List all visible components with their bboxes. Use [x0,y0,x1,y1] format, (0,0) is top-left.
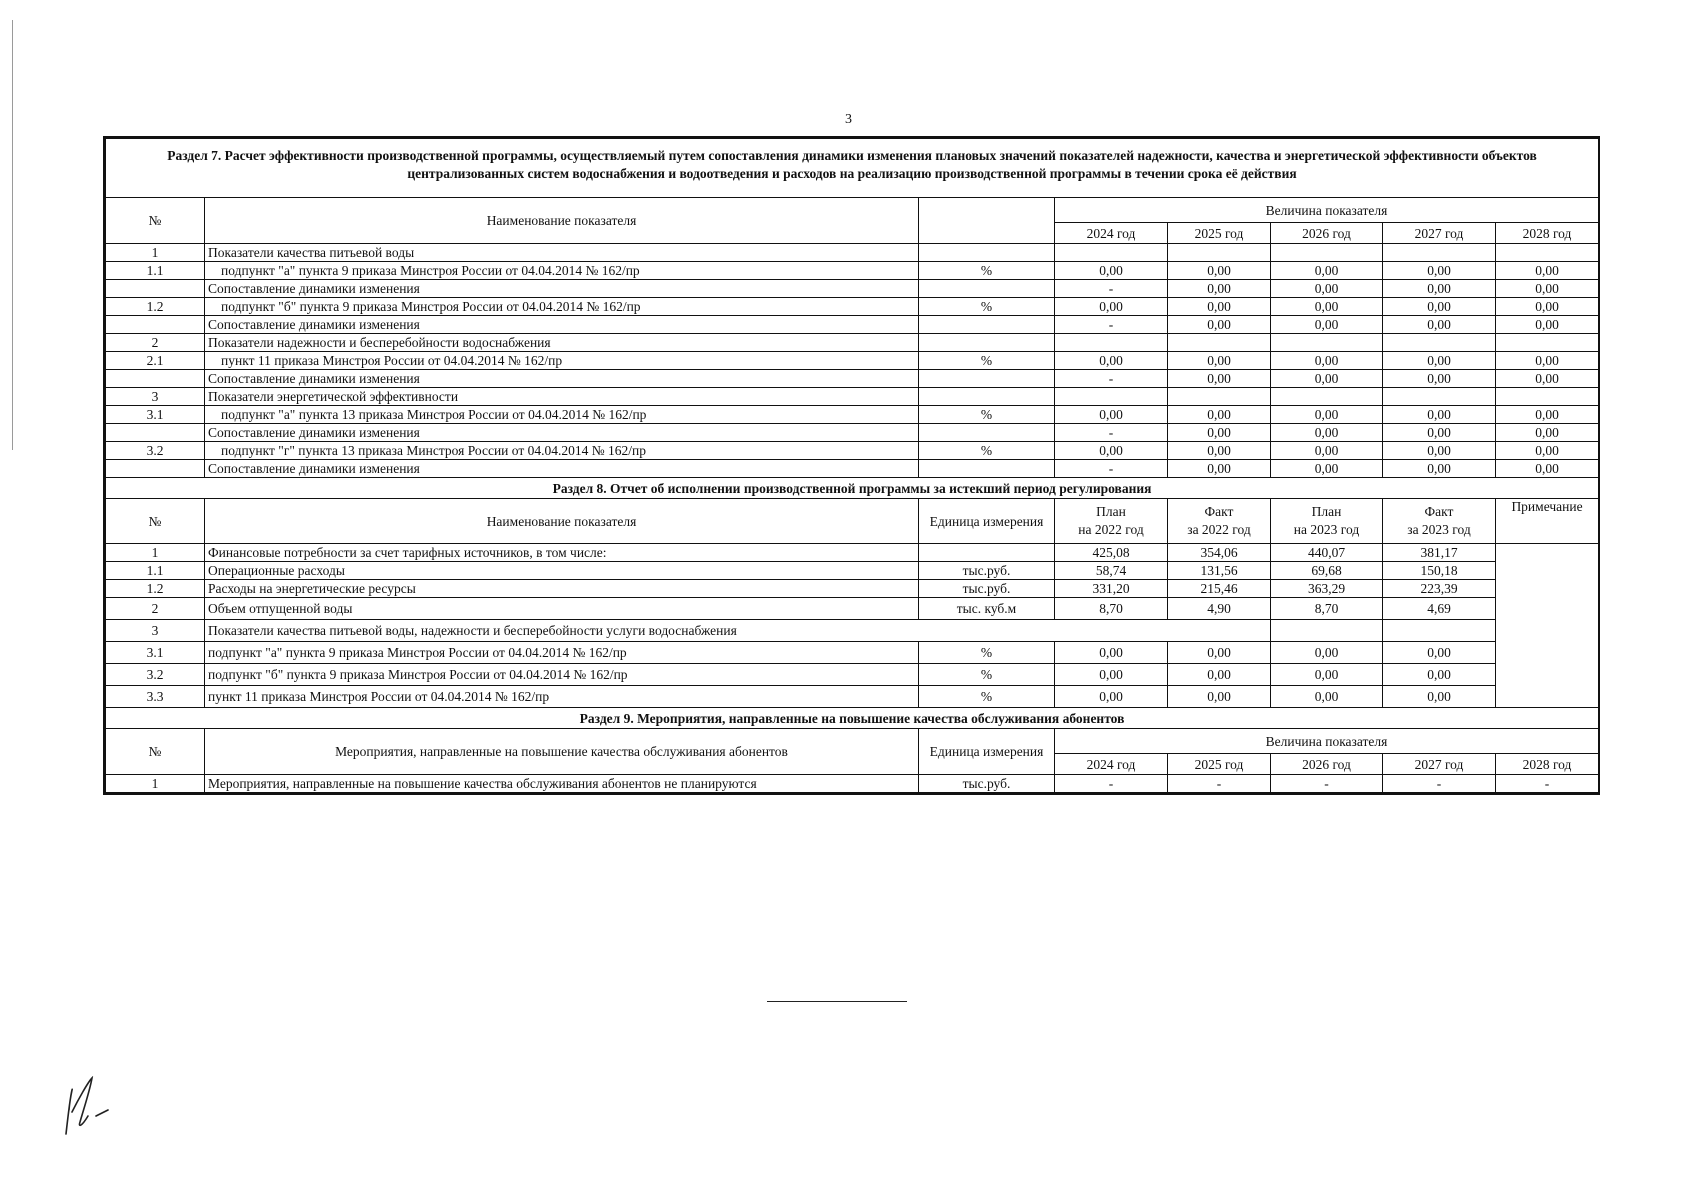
row-value: 0,00 [1055,406,1168,424]
row-value: 0,00 [1383,686,1496,708]
row-value: 0,00 [1168,280,1271,298]
section8-header-row [106,499,1599,544]
row-unit: % [919,352,1055,370]
row-value: 0,00 [1168,370,1271,388]
row-value [1496,388,1599,406]
row-name: Операционные расходы [205,562,919,580]
period-header-line1: Факт [1424,504,1454,519]
row-value: 0,00 [1055,664,1168,686]
row-unit: тыс.руб. [919,775,1055,793]
row-value: 0,00 [1496,370,1599,388]
row-value: 0,00 [1383,352,1496,370]
row-number: 3.1 [106,642,205,664]
row-value: 0,00 [1496,262,1599,280]
row-value: 0,00 [1271,424,1383,442]
table-row [106,460,1599,478]
row-unit [919,280,1055,298]
period-header-line1: План [1311,504,1342,519]
row-unit [919,316,1055,334]
row-value: 8,70 [1271,598,1383,620]
row-unit [919,388,1055,406]
row-unit [919,424,1055,442]
row-unit: тыс.руб. [919,580,1055,598]
row-unit: % [919,262,1055,280]
row-name: Сопоставление динамики изменения [205,424,919,442]
row-value: - [1055,775,1168,793]
row-number: 2 [106,334,205,352]
table-row [106,298,1599,316]
row-unit: % [919,406,1055,424]
row-value: 0,00 [1383,460,1496,478]
footer-rule [767,1001,907,1002]
table-row [106,544,1599,562]
period-header [1271,499,1383,544]
row-value [1271,244,1383,262]
table-row [106,334,1599,352]
row-value: 0,00 [1168,460,1271,478]
row-value: 131,56 [1168,562,1271,580]
row-value: 0,00 [1383,280,1496,298]
table-row [106,388,1599,406]
row-value: 0,00 [1168,424,1271,442]
section7-title: Раздел 7. Расчет эффективности производственной программы, осуществляемый путем сопоставления динамики изменения плановых значений показателей надежности, качества и энергетической эффективности объектов централизованных систем водоснабжения и водоотведения и расходов на реализацию производственной программы в течении срока её действия [106,139,1599,198]
row-value: 0,00 [1496,406,1599,424]
report-table [105,138,1599,793]
row-value: 440,07 [1271,544,1383,562]
year-header: 2028 год [1496,754,1599,775]
row-value: 0,00 [1383,664,1496,686]
row-value: - [1271,775,1383,793]
section7-header-row-1 [106,198,1599,223]
table-row [106,370,1599,388]
table-row [106,424,1599,442]
row-value [1383,388,1496,406]
table-row [106,664,1599,686]
row-value: 215,46 [1168,580,1271,598]
num-header: № [106,729,205,775]
row-value: 0,00 [1271,642,1383,664]
row-value: 58,74 [1055,562,1168,580]
row-unit: тыс. куб.м [919,598,1055,620]
row-name: Объем отпущенной воды [205,598,919,620]
row-unit [919,370,1055,388]
row-value: 0,00 [1271,664,1383,686]
scan-edge-line [12,20,13,450]
row-number [106,424,205,442]
table-row [106,406,1599,424]
row-name: Мероприятия, направленные на повышение качества обслуживания абонентов не планируются [205,775,919,793]
row-name: Показатели качества питьевой воды, надежности и бесперебойности услуги водоснабжения [205,620,1271,642]
row-value: 0,00 [1271,370,1383,388]
table-row [106,262,1599,280]
num-header: № [106,198,205,244]
year-header: 2025 год [1168,754,1271,775]
section8-title: Раздел 8. Отчет об исполнении производственной программы за истекший период регулирования [106,478,1599,499]
section9-header-row-1 [106,729,1599,754]
row-value: 0,00 [1271,280,1383,298]
row-value [1383,334,1496,352]
period-header [1168,499,1271,544]
row-value [1271,388,1383,406]
note-header: Примечание [1496,499,1599,544]
row-value: 4,69 [1383,598,1496,620]
row-value: 363,29 [1271,580,1383,598]
row-name: подпункт "г" пункта 13 приказа Минстроя России от 04.04.2014 № 162/пр [205,442,919,460]
row-value: 150,18 [1383,562,1496,580]
row-value: 0,00 [1168,262,1271,280]
row-value: 0,00 [1055,262,1168,280]
row-number: 2 [106,598,205,620]
row-value: 0,00 [1168,642,1271,664]
row-value: 0,00 [1055,352,1168,370]
row-unit [919,244,1055,262]
row-name: подпункт "б" пункта 9 приказа Минстроя России от 04.04.2014 № 162/пр [205,298,919,316]
year-header: 2024 год [1055,223,1168,244]
year-header: 2026 год [1271,223,1383,244]
row-value: 0,00 [1271,262,1383,280]
row-number: 3.2 [106,664,205,686]
row-unit: % [919,442,1055,460]
period-header-line1: План [1096,504,1126,519]
row-unit [919,334,1055,352]
row-value: 0,00 [1271,316,1383,334]
note-cell [1496,544,1599,708]
row-value: 0,00 [1383,424,1496,442]
section9-title-row [106,708,1599,729]
row-value [1496,244,1599,262]
row-value: 0,00 [1168,352,1271,370]
period-header-line2: за 2022 год [1187,522,1251,537]
period-header-line2: на 2022 год [1078,522,1144,537]
row-value [1055,334,1168,352]
row-value: 0,00 [1496,280,1599,298]
row-unit: % [919,664,1055,686]
row-value: 425,08 [1055,544,1168,562]
handwritten-signature [58,1076,118,1145]
row-value: 0,00 [1383,442,1496,460]
row-value: 0,00 [1271,686,1383,708]
row-value: - [1055,370,1168,388]
row-number: 3.2 [106,442,205,460]
row-value: 69,68 [1271,562,1383,580]
row-number: 1.1 [106,562,205,580]
row-name: подпункт "б" пункта 9 приказа Минстроя России от 04.04.2014 № 162/пр [205,664,919,686]
row-number: 1 [106,775,205,793]
table-row [106,598,1599,620]
row-value [1168,388,1271,406]
unit-header: Единица измерения [919,729,1055,775]
row-name: Показатели надежности и бесперебойности водоснабжения [205,334,919,352]
table-row [106,316,1599,334]
year-header: 2027 год [1383,754,1496,775]
row-value: 0,00 [1055,442,1168,460]
row-value: 0,00 [1271,442,1383,460]
row-name: Расходы на энергетические ресурсы [205,580,919,598]
name-header: Наименование показателя [205,499,919,544]
section9-title: Раздел 9. Мероприятия, направленные на повышение качества обслуживания абонентов [106,708,1599,729]
row-value: - [1055,280,1168,298]
row-value: 0,00 [1168,406,1271,424]
table-row [106,244,1599,262]
row-value: 0,00 [1271,298,1383,316]
row-number [106,460,205,478]
table-row [106,280,1599,298]
row-value: 0,00 [1383,642,1496,664]
row-number: 3.3 [106,686,205,708]
row-unit: % [919,642,1055,664]
row-value: 331,20 [1055,580,1168,598]
year-header: 2024 год [1055,754,1168,775]
row-value: 0,00 [1383,298,1496,316]
row-value: 0,00 [1496,316,1599,334]
table-row [106,642,1599,664]
row-value: 0,00 [1271,406,1383,424]
row-unit [919,460,1055,478]
row-number: 3 [106,620,205,642]
row-value: - [1055,316,1168,334]
row-unit: % [919,686,1055,708]
row-unit: % [919,298,1055,316]
row-value: 0,00 [1496,460,1599,478]
row-value: 0,00 [1168,442,1271,460]
row-value [1168,334,1271,352]
row-name: подпункт "а" пункта 9 приказа Минстроя России от 04.04.2014 № 162/пр [205,262,919,280]
table-row [106,352,1599,370]
row-value: 0,00 [1055,298,1168,316]
row-value: - [1383,775,1496,793]
row-unit [919,544,1055,562]
year-header: 2025 год [1168,223,1271,244]
value-group-header: Величина показателя [1055,198,1599,223]
row-name: Сопоставление динамики изменения [205,370,919,388]
period-header [1055,499,1168,544]
row-name: пункт 11 приказа Минстроя России от 04.04.2014 № 162/пр [205,686,919,708]
row-value: 0,00 [1496,298,1599,316]
row-value: 0,00 [1271,352,1383,370]
row-name: Сопоставление динамики изменения [205,316,919,334]
name-header: Мероприятия, направленные на повышение качества обслуживания абонентов [205,729,919,775]
row-number: 1.2 [106,580,205,598]
row-unit: тыс.руб. [919,562,1055,580]
row-number: 1.1 [106,262,205,280]
row-value: 0,00 [1168,298,1271,316]
row-value [1055,388,1168,406]
unit-header: Единица измерения [919,499,1055,544]
row-value: 0,00 [1383,262,1496,280]
unit-header-empty [919,198,1055,244]
signature-mark [58,1076,118,1140]
row-name: подпункт "а" пункта 13 приказа Минстроя России от 04.04.2014 № 162/пр [205,406,919,424]
section8-title-row [106,478,1599,499]
year-header: 2027 год [1383,223,1496,244]
row-name: подпункт "а" пункта 9 приказа Минстроя России от 04.04.2014 № 162/пр [205,642,919,664]
num-header: № [106,499,205,544]
row-value: 0,00 [1271,460,1383,478]
row-value: 0,00 [1055,642,1168,664]
period-header-line2: за 2023 год [1407,522,1471,537]
report-tables [103,136,1600,795]
period-header-line2: на 2023 год [1293,522,1360,537]
row-value [1383,620,1496,642]
row-value: 0,00 [1383,316,1496,334]
row-value: 0,00 [1496,442,1599,460]
table-row [106,686,1599,708]
row-value: 0,00 [1055,686,1168,708]
row-value: - [1055,460,1168,478]
period-header-line1: Факт [1204,504,1234,519]
period-header [1383,499,1496,544]
row-value: - [1055,424,1168,442]
row-value: 0,00 [1168,316,1271,334]
row-value: 354,06 [1168,544,1271,562]
section7-title-row [106,139,1599,198]
row-number: 1 [106,244,205,262]
year-header: 2026 год [1271,754,1383,775]
row-number [106,370,205,388]
row-value: 0,00 [1168,664,1271,686]
row-value: 0,00 [1383,406,1496,424]
year-header: 2028 год [1496,223,1599,244]
table-row [106,580,1599,598]
row-name: Сопоставление динамики изменения [205,280,919,298]
row-name: Показатели энергетической эффективности [205,388,919,406]
row-value: 8,70 [1055,598,1168,620]
table-row [106,620,1599,642]
row-name: Показатели качества питьевой воды [205,244,919,262]
row-name: Финансовые потребности за счет тарифных источников, в том числе: [205,544,919,562]
row-value: 223,39 [1383,580,1496,598]
page-number: 3 [845,112,852,127]
row-number: 3 [106,388,205,406]
row-value [1271,334,1383,352]
row-name: пункт 11 приказа Минстроя России от 04.04.2014 № 162/пр [205,352,919,370]
row-value [1383,244,1496,262]
row-value: 4,90 [1168,598,1271,620]
row-number: 3.1 [106,406,205,424]
table-row [106,442,1599,460]
name-header: Наименование показателя [205,198,919,244]
row-number [106,316,205,334]
row-value: 0,00 [1496,352,1599,370]
row-number: 1 [106,544,205,562]
table-row [106,775,1599,793]
row-value [1271,620,1383,642]
row-value: 381,17 [1383,544,1496,562]
row-name: Сопоставление динамики изменения [205,460,919,478]
table-row [106,562,1599,580]
row-value [1496,334,1599,352]
row-value: 0,00 [1168,686,1271,708]
row-number: 2.1 [106,352,205,370]
row-value: 0,00 [1383,370,1496,388]
row-value: - [1496,775,1599,793]
row-value: - [1168,775,1271,793]
row-number: 1.2 [106,298,205,316]
row-value: 0,00 [1496,424,1599,442]
row-number [106,280,205,298]
row-value [1055,244,1168,262]
row-value [1168,244,1271,262]
value-group-header: Величина показателя [1055,729,1599,754]
